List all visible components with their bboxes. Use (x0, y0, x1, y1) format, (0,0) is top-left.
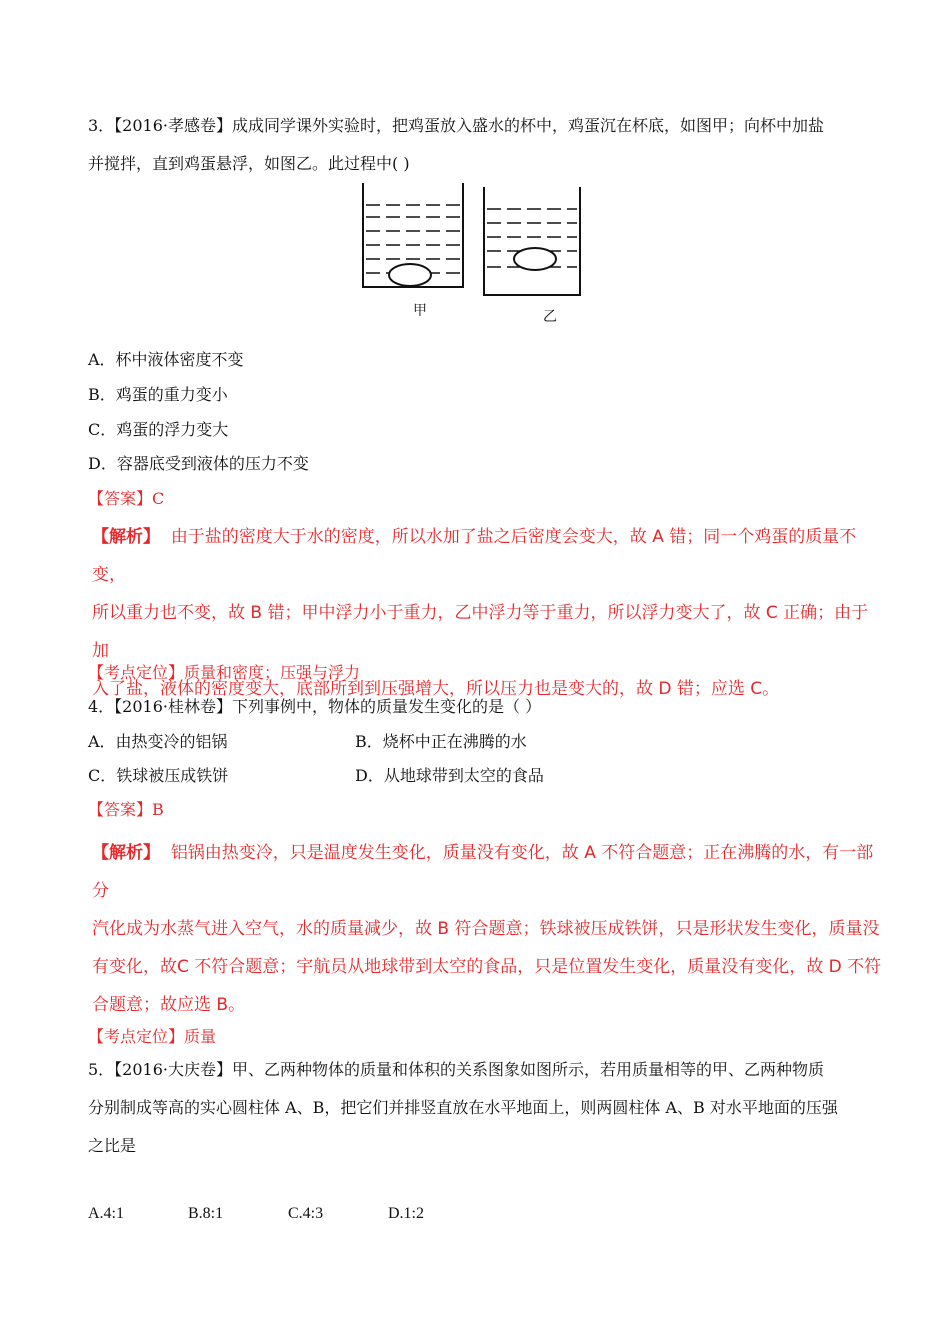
q5-choice-a: A.4:1 (88, 1205, 124, 1222)
q3-stem-line1: 3．【2016·孝感卷】成成同学课外实验时，把鸡蛋放入盛水的杯中，鸡蛋沉在杯底，如图甲；向杯中加盐 (88, 116, 824, 135)
q4-analysis-line2: 汽化成为水蒸气进入空气，水的质量减少，故 B 符合题意；铁球被压成铁饼，只是形状发生变化，质量没 (92, 919, 880, 939)
q4-answer: 【答案】B (88, 800, 164, 819)
q3-analysis-tag: 【解析】 (92, 527, 160, 547)
q3-answer: 【答案】C (88, 489, 165, 508)
q4-stem: 4．【2016·桂林卷】下列事例中，物体的质量发生变化的是（ ） (88, 697, 542, 716)
q4-analysis-line4: 合题意；故应选 B。 (92, 995, 246, 1015)
q4-analysis-line3: 有变化，故C 不符合题意；宇航员从地球带到太空的食品，只是位置发生变化，质量没有变化，故 D 不符 (92, 957, 882, 977)
q4-analysis-tag: 【解析】 (92, 843, 160, 863)
q4-option-a: A．由热变冷的铝锅 (88, 732, 228, 751)
q4-knowledge-point: 【考点定位】质量 (88, 1027, 217, 1046)
q4-option-b: B．烧杯中正在沸腾的水 (355, 732, 527, 751)
q3-option-d: D．容器底受到液体的压力不变 (88, 454, 309, 473)
egg-sunk (389, 264, 431, 286)
fig-label-jia: 甲 (413, 303, 427, 319)
q3-option-a: A．杯中液体密度不变 (88, 350, 244, 369)
q4-analysis (92, 834, 882, 1024)
beakers-diagram (360, 183, 590, 323)
q4-option-d: D．从地球带到太空的食品 (355, 766, 544, 785)
q5-stem-line3: 之比是 (88, 1136, 137, 1155)
q5-stem-line1: 5．【2016·大庆卷】甲、乙两种物体的质量和体积的关系图象如图所示，若用质量相等的甲、乙两种物质 (88, 1060, 824, 1079)
egg-suspended (514, 248, 556, 270)
q3-analysis-line2: 所以重力也不变，故 B 错；甲中浮力小于重力，乙中浮力等于重力，所以浮力变大了，故 C 正确；由于加 (92, 603, 869, 661)
q3-stem-line2: 并搅拌，直到鸡蛋悬浮，如图乙。此过程中( ) (88, 154, 410, 173)
q5-stem-line2: 分别制成等高的实心圆柱体 A、B，把它们并排竖直放在水平地面上，则两圆柱体 A、B 对水平地面的压强 (88, 1098, 838, 1117)
q3-analysis-line3: 入了盐，液体的密度变大，底部所到到压强增大，所以压力也是变大的，故 D 错；应选 C。 (92, 679, 780, 699)
q5-choice-c: C.4:3 (288, 1205, 324, 1222)
fig-label-yi: 乙 (543, 309, 557, 325)
q4-option-c: C．铁球被压成铁饼 (88, 766, 229, 785)
q3-knowledge-point: 【考点定位】质量和密度；压强与浮力 (88, 663, 361, 682)
q4-analysis-line1: 铝锅由热变冷，只是温度发生变化，质量没有变化，故 A 不符合题意；正在沸腾的水，有一部分 (92, 843, 874, 901)
q3-option-c: C．鸡蛋的浮力变大 (88, 420, 229, 439)
q3-option-b: B．鸡蛋的重力变小 (88, 385, 228, 404)
q5-choice-d: D.1:2 (388, 1205, 424, 1222)
q3-analysis-line1: 由于盐的密度大于水的密度，所以水加了盐之后密度会变大，故 A 错；同一个鸡蛋的质量不变， (92, 527, 857, 585)
q5-choice-b: B.8:1 (188, 1205, 224, 1222)
